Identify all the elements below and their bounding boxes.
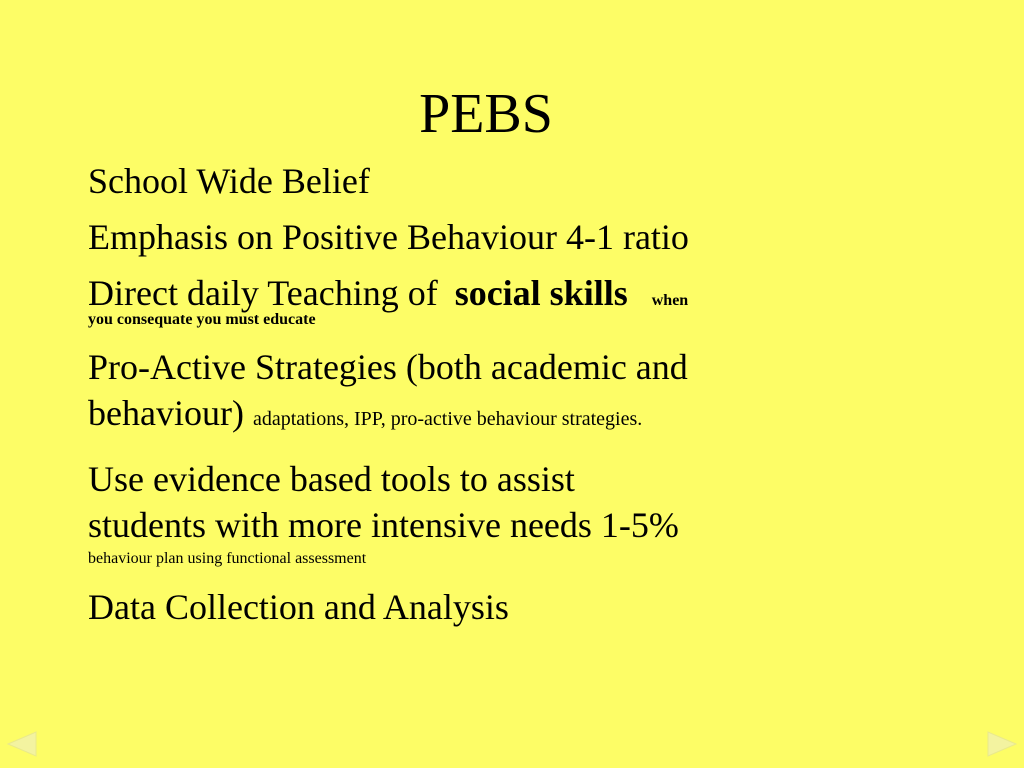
item-note: behaviour plan using functional assessment xyxy=(88,550,367,567)
item-line-2: behaviour) xyxy=(88,393,244,433)
item-pro-active-strategies xyxy=(88,344,858,442)
item-text: Data Collection and Analysis xyxy=(88,587,509,627)
item-emphasis-positive-behaviour xyxy=(88,214,858,260)
right-arrow-icon xyxy=(982,730,1018,758)
slide-content xyxy=(88,158,858,640)
item-line-1: Pro-Active Strategies (both academic and xyxy=(88,347,688,387)
item-note-inline: when xyxy=(651,292,689,309)
item-emphasis: social skills xyxy=(454,273,628,313)
item-line-2-wrap xyxy=(88,390,858,442)
left-arrow-icon xyxy=(6,730,42,758)
item-line-1: Use evidence based tools to assist xyxy=(88,459,575,499)
item-data-collection xyxy=(88,584,858,630)
item-text: School Wide Belief xyxy=(88,161,370,201)
item-text: Emphasis on Positive Behaviour 4-1 ratio xyxy=(88,217,689,257)
item-prefix: Direct daily Teaching of xyxy=(88,273,447,313)
item-note-block: you consequate you must educate xyxy=(88,311,316,328)
item-evidence-based-tools xyxy=(88,456,858,570)
item-line-2: students with more intensive needs 1-5% xyxy=(88,505,679,545)
previous-slide-button[interactable] xyxy=(6,730,42,758)
item-direct-daily-teaching xyxy=(88,270,858,330)
item-note: adaptations, IPP, pro-active behaviour strategies. xyxy=(252,408,643,430)
next-slide-button[interactable] xyxy=(982,730,1018,758)
item-school-wide-belief xyxy=(88,158,858,204)
slide-title: PEBS xyxy=(419,83,553,145)
